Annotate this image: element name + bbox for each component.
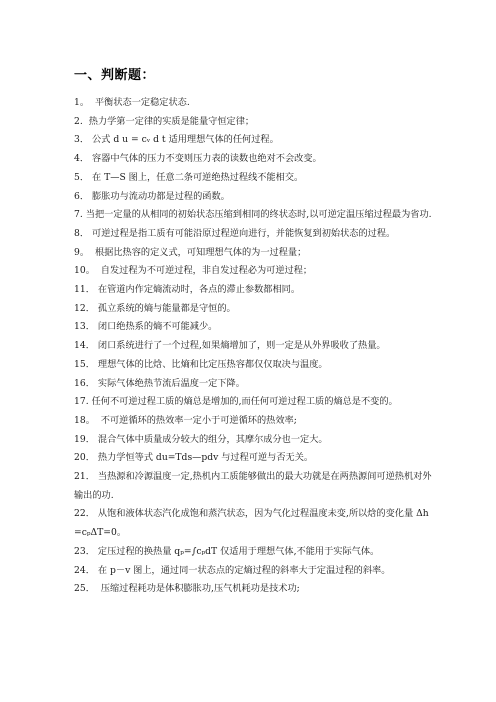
question-item bbox=[74, 188, 434, 207]
question-item bbox=[74, 468, 434, 505]
question-text: 自发过程为不可逆过程，非自发过程必为可逆过程； bbox=[97, 265, 313, 277]
question-number: 22． bbox=[74, 508, 95, 520]
question-number: 7. bbox=[74, 209, 83, 221]
question-number: 3． bbox=[74, 134, 90, 146]
question-number: 4． bbox=[74, 153, 90, 165]
question-text: 公式 d u = cᵥ d t 适用理想气体的任何过程。 bbox=[92, 134, 279, 146]
question-list bbox=[74, 94, 434, 599]
question-text: 闭口系统进行了一个过程,如果熵增加了，则一定是从外界吸收了热量。 bbox=[97, 340, 386, 352]
question-number: 2. bbox=[74, 115, 83, 127]
question-text: 实际气体绝热节流后温度一定下降。 bbox=[97, 377, 245, 389]
question-number: 17. bbox=[74, 396, 89, 408]
question-number: 16． bbox=[74, 377, 95, 389]
question-text: 当把一定量的从相同的初始状态压缩到相同的终状态时,以可逆定温压缩过程最为省功. bbox=[85, 209, 432, 221]
question-text: 可逆过程是指工质有可能沿原过程逆向进行，并能恢复到初始状态的过程。 bbox=[92, 227, 396, 239]
question-text: 当热源和冷源温度一定,热机内工质能够做出的最大功就是在两热源间可逆热机对外输出的功. bbox=[74, 471, 432, 501]
question-text: 容器中气体的压力不变则压力表的读数也绝对不会改变。 bbox=[92, 153, 322, 165]
question-item bbox=[74, 206, 434, 225]
question-number: 24． bbox=[74, 564, 95, 576]
question-number: 1。 bbox=[74, 97, 90, 108]
question-text: 压缩过程耗功是体积膨胀功,压气机耗功是技术功; bbox=[97, 583, 300, 595]
question-number: 19． bbox=[74, 433, 95, 445]
question-text: 在 p－v 图上，通过同一状态点的定熵过程的斜率大于定温过程的斜率。 bbox=[97, 564, 391, 576]
question-item bbox=[74, 169, 434, 188]
question-text: 热力学恒等式 du=Tds—pdv 与过程可逆与否无关。 bbox=[97, 452, 314, 464]
question-number: 9。 bbox=[74, 246, 90, 258]
question-number: 21． bbox=[74, 471, 95, 483]
question-item bbox=[74, 393, 434, 412]
section-title: 一、判断题： bbox=[74, 68, 156, 83]
question-text: 平衡状态一定稳定状态. bbox=[92, 97, 190, 108]
question-text: 在管道内作定熵流动时，各点的滞止参数都相同。 bbox=[97, 284, 301, 296]
question-item bbox=[74, 375, 434, 394]
question-item bbox=[74, 337, 434, 356]
question-item bbox=[74, 94, 434, 113]
question-item bbox=[74, 150, 434, 169]
question-text: 根据比热容的定义式，可知理想气体的为一过程量； bbox=[92, 246, 307, 258]
question-number: 10。 bbox=[74, 265, 95, 277]
question-number: 11． bbox=[74, 284, 95, 296]
question-number: 23． bbox=[74, 545, 95, 557]
question-item bbox=[74, 225, 434, 244]
question-number: 25． bbox=[74, 583, 95, 595]
question-item bbox=[74, 318, 434, 337]
question-item bbox=[74, 580, 434, 599]
question-item bbox=[74, 113, 434, 132]
question-item bbox=[74, 505, 434, 542]
question-item bbox=[74, 562, 434, 581]
question-number: 15． bbox=[74, 358, 95, 370]
question-number: 20． bbox=[74, 452, 95, 464]
question-text: 膨胀功与流动功都是过程的函数。 bbox=[92, 190, 230, 202]
question-number: 12． bbox=[74, 302, 95, 314]
question-item bbox=[74, 449, 434, 468]
question-item bbox=[74, 300, 434, 319]
question-text: 从饱和液体状态汽化成饱和蒸汽状态，因为气化过程温度未变,所以焓的变化量 Δh=cₚΔT=0。 bbox=[74, 508, 429, 539]
question-item bbox=[74, 356, 434, 375]
question-item bbox=[74, 543, 434, 562]
question-number: 8． bbox=[74, 227, 90, 239]
question-text: 闭口绝热系的熵不可能减少。 bbox=[97, 321, 218, 333]
document-page bbox=[74, 64, 434, 599]
question-text: 在 T—S 图上，任意二条可逆绝热过程线不能相交。 bbox=[92, 171, 304, 183]
question-item bbox=[74, 281, 434, 300]
question-number: 5． bbox=[74, 171, 90, 183]
question-text: 定压过程的换热量 qₚ=∫cₚdT 仅适用于理想气体,不能用于实际气体。 bbox=[97, 545, 380, 557]
question-text: 热力学第一定律的实质是能量守恒定律； bbox=[85, 115, 255, 127]
question-number: 18。 bbox=[74, 414, 95, 426]
question-number: 13． bbox=[74, 321, 95, 333]
question-number: 14． bbox=[74, 340, 95, 352]
question-item bbox=[74, 412, 434, 431]
question-item bbox=[74, 244, 434, 263]
question-item bbox=[74, 131, 434, 150]
question-text: 任何不可逆过程工质的熵总是增加的,而任何可逆过程工质的熵总是不变的。 bbox=[91, 396, 398, 408]
question-text: 混合气体中质量成分较大的组分，其摩尔成分也一定大。 bbox=[97, 433, 328, 445]
question-item bbox=[74, 431, 434, 450]
question-text: 不可逆循环的热效率一定小于可逆循环的热效率; bbox=[97, 414, 297, 426]
question-number: 6． bbox=[74, 190, 90, 202]
question-text: 孤立系统的熵与能量都是守恒的。 bbox=[97, 302, 236, 314]
question-text: 理想气体的比焓、比熵和比定压热容都仅仅取决与温度。 bbox=[97, 358, 328, 370]
question-item bbox=[74, 262, 434, 281]
